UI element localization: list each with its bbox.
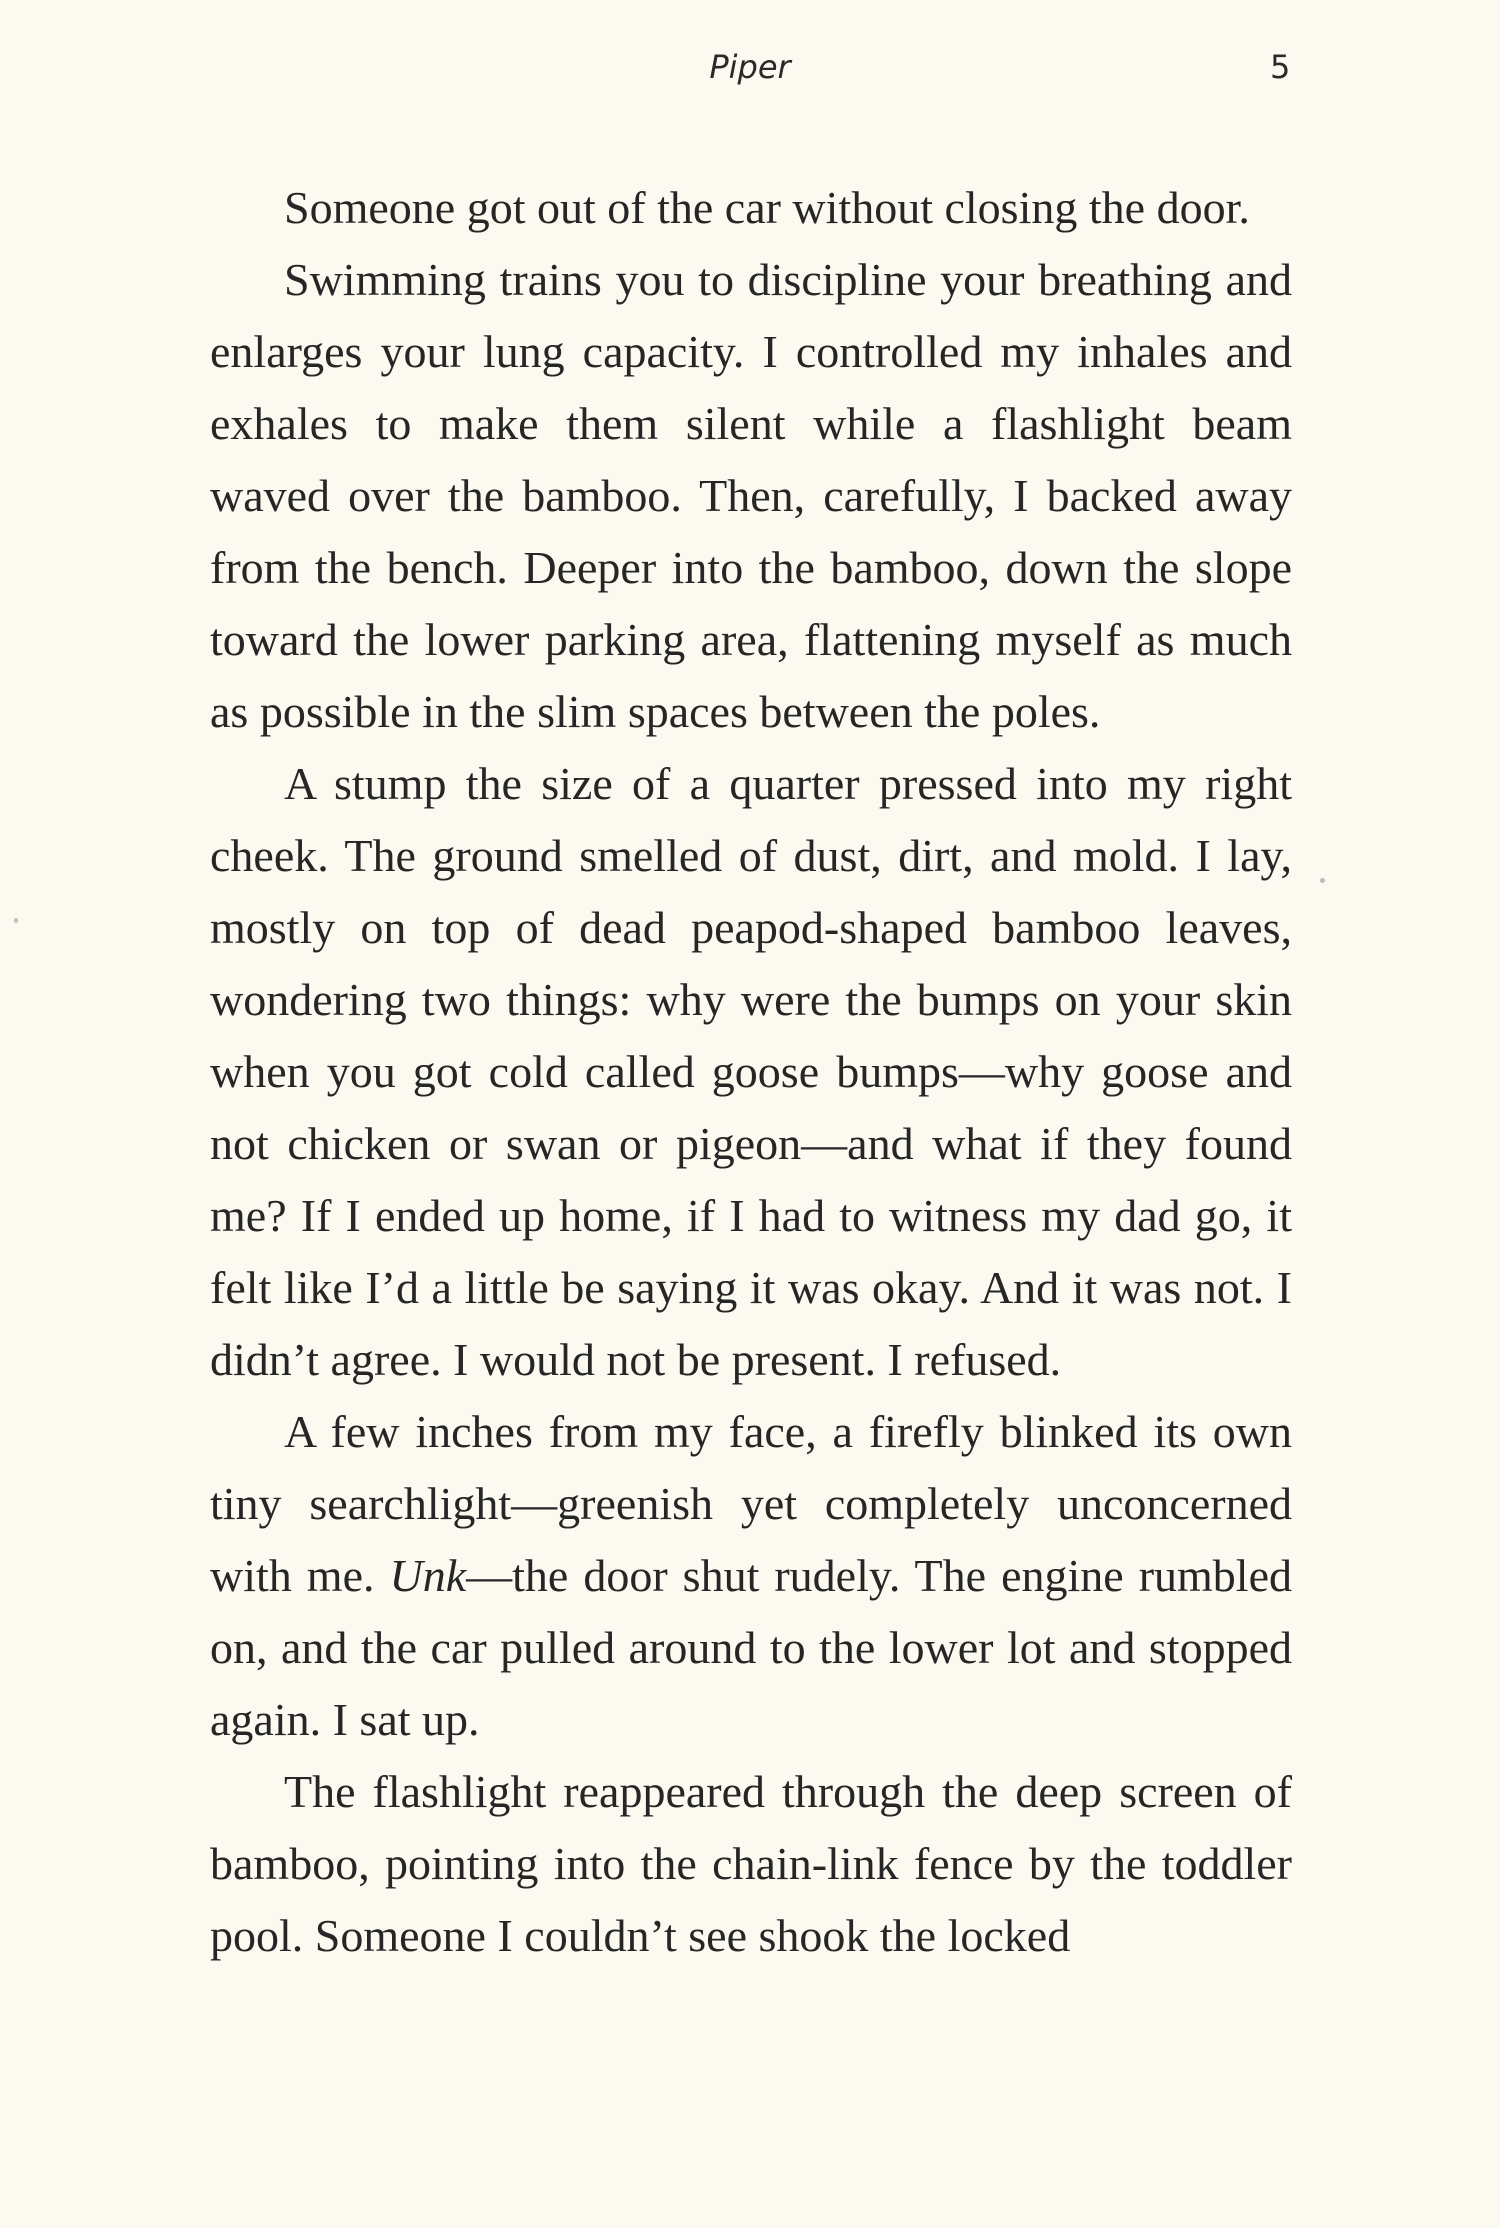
body-text bbox=[210, 172, 1292, 1972]
paragraph-5: The flashlight reappeared through the deep screen of bamboo, pointing into the chain-link fence by the toddler pool. Someone I couldn’t see shook the locked bbox=[210, 1766, 1292, 1961]
paragraph-4-before: A few inches from my face, a firefly blinked its own tiny searchlight—greenish yet completely unconcerned with me. bbox=[210, 1406, 1292, 1601]
page-number: 5 bbox=[1270, 48, 1291, 86]
paragraph-1: Someone got out of the car without closing the door. bbox=[284, 182, 1250, 233]
running-head bbox=[0, 48, 1500, 98]
paragraph-4-emphasis: Unk bbox=[389, 1550, 467, 1601]
paragraph-2: Swimming trains you to discipline your breathing and enlarges your lung capacity. I controlled my inhales and exhales to make them silent while a flashlight beam waved over the bamboo. Then, carefully, I backed away from the bench. Deeper into the bamboo, down the slope toward the lower parking area, flattening myself as much as possible in the slim spaces between the poles. bbox=[210, 254, 1292, 737]
scan-speck bbox=[1320, 878, 1325, 883]
paragraph-4-after: —the door shut rudely. The engine rumbled on, and the car pulled around to the lower lot and stopped again. I sat up. bbox=[210, 1550, 1292, 1745]
paragraph-3: A stump the size of a quarter pressed into my right cheek. The ground smelled of dust, dirt, and mold. I lay, mostly on top of dead peapod-shaped bamboo leaves, wondering two things: why were the bumps on your skin when you got cold called goose bumps—why goose and not chicken or swan or pigeon—and what if they found me? If I ended up home, if I had to witness my dad go, it felt like I’d a little be saying it was okay. And it was not. I didn’t agree. I would not be present. I refused. bbox=[210, 758, 1292, 1385]
running-title: Piper bbox=[709, 48, 791, 86]
scan-speck bbox=[14, 918, 18, 923]
paragraph-4 bbox=[210, 1396, 1292, 1756]
